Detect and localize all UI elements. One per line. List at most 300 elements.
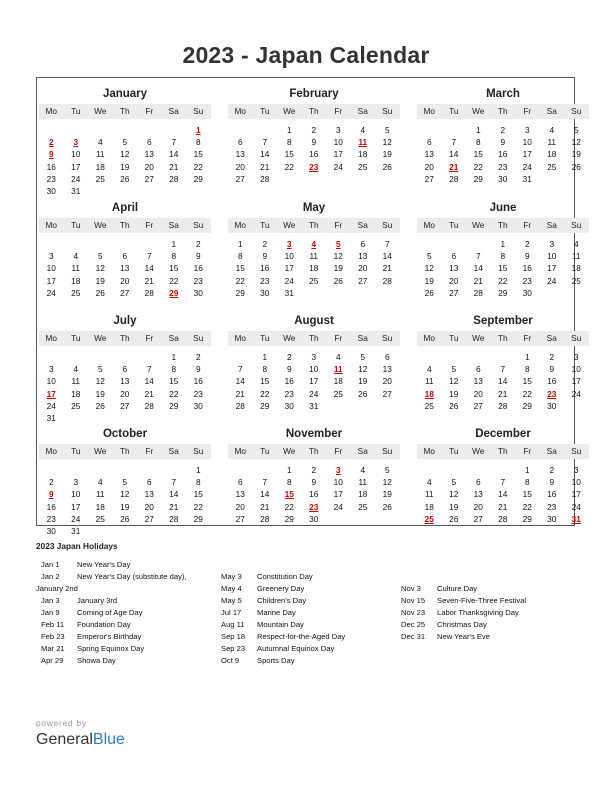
weekday-label: Tu <box>449 333 459 343</box>
day-cell: 19 <box>120 501 130 512</box>
weekday-header <box>39 444 211 459</box>
weekday-label: Mo <box>234 446 247 456</box>
month-name: August <box>294 315 334 327</box>
day-cell: 11 <box>358 477 368 488</box>
day-cell: 15 <box>235 263 245 274</box>
day-cell: 25 <box>547 161 557 172</box>
day-cell: 13 <box>235 489 245 500</box>
holiday-entry <box>401 583 477 595</box>
day-cell: 11 <box>71 376 81 387</box>
day-cell: 19 <box>449 501 459 512</box>
month-name: May <box>302 202 326 214</box>
holiday-day-cell: 23 <box>309 161 319 172</box>
holiday-date: Nov 3 <box>401 584 421 593</box>
holiday-entry <box>41 619 131 631</box>
day-cell: 23 <box>498 161 508 172</box>
day-cell: 21 <box>498 388 508 399</box>
holiday-entry <box>401 607 519 619</box>
day-cell: 24 <box>71 173 81 184</box>
day-cell: 26 <box>382 501 392 512</box>
holiday-date: May 3 <box>221 572 242 581</box>
weekday-label: We <box>283 446 296 456</box>
weekday-label: We <box>472 220 485 230</box>
holiday-entry <box>221 619 304 631</box>
holiday-day-cell: 4 <box>311 239 317 249</box>
day-cell: 14 <box>169 489 179 500</box>
day-cell: 26 <box>120 173 130 184</box>
day-cell: 19 <box>95 388 105 399</box>
holiday-date: Aug 11 <box>221 620 245 629</box>
weekday-label: Su <box>193 446 204 456</box>
holiday-name: Showa Day <box>77 656 116 665</box>
holiday-entry <box>41 643 144 655</box>
weekday-label: Su <box>571 333 582 343</box>
holiday-name: January 3rd <box>77 596 118 605</box>
weekday-label: Tu <box>71 446 81 456</box>
month-october <box>39 422 211 535</box>
day-cell: 22 <box>260 388 270 399</box>
day-cell: 22 <box>193 501 203 512</box>
weekday-label: Sa <box>168 446 179 456</box>
holiday-day-cell: 9 <box>48 489 54 500</box>
weekday-label: Su <box>382 333 393 343</box>
day-cell: 25 <box>309 275 319 286</box>
day-cell: 27 <box>424 173 434 184</box>
brand-text-general: General <box>36 731 93 748</box>
day-cell: 19 <box>120 161 130 172</box>
day-cell: 22 <box>473 161 483 172</box>
day-cell: 11 <box>309 251 319 262</box>
day-cell: 9 <box>549 364 555 375</box>
holiday-name: Mountain Day <box>257 620 304 629</box>
month-name: December <box>475 428 531 440</box>
day-cell: 4 <box>360 125 366 135</box>
day-cell: 3 <box>48 251 54 262</box>
calendar-grid <box>36 77 582 536</box>
day-cell: 9 <box>311 137 317 148</box>
day-cell: 15 <box>284 149 294 160</box>
day-cell: 7 <box>384 239 390 249</box>
holiday-name: Greenery Day <box>257 584 305 593</box>
day-cell: 30 <box>46 526 56 536</box>
day-cell: 29 <box>169 400 179 411</box>
day-cell: 12 <box>382 137 392 148</box>
day-cell: 16 <box>498 149 508 160</box>
day-cell: 23 <box>193 275 203 286</box>
day-cell: 18 <box>571 263 581 274</box>
weekday-label: Mo <box>234 333 247 343</box>
holiday-entry <box>41 655 116 667</box>
weekday-label: We <box>94 106 107 116</box>
weekday-label: Th <box>497 220 508 230</box>
day-cell: 12 <box>571 137 581 148</box>
day-cell: 28 <box>260 173 270 184</box>
day-cell: 3 <box>524 125 530 135</box>
day-cell: 2 <box>549 465 555 475</box>
day-cell: 17 <box>71 161 81 172</box>
holiday-name: New Year's Eve <box>437 632 490 641</box>
month-name: June <box>489 202 517 214</box>
weekday-label: We <box>94 220 107 230</box>
day-cell: 4 <box>97 477 103 488</box>
day-cell: 4 <box>549 125 555 135</box>
holiday-day-cell: 31 <box>571 513 581 524</box>
holiday-name: Culture Day <box>437 584 478 593</box>
holiday-entry <box>221 655 295 667</box>
day-cell: 14 <box>169 149 179 160</box>
day-cell: 27 <box>235 513 245 524</box>
day-cell: 1 <box>262 352 268 362</box>
day-cell: 21 <box>382 263 392 274</box>
holiday-entry <box>41 571 187 583</box>
month-april <box>39 196 211 309</box>
day-cell: 6 <box>475 477 481 488</box>
day-cell: 26 <box>449 400 459 411</box>
weekday-label: Mo <box>234 106 247 116</box>
day-cell: 7 <box>237 364 243 375</box>
weekday-label: Su <box>193 106 204 116</box>
weekday-label: Tu <box>260 220 270 230</box>
holiday-name: Autumnal Equinox Day <box>257 644 335 653</box>
weekday-label: Su <box>382 446 393 456</box>
day-cell: 27 <box>473 513 483 524</box>
holiday-entry <box>221 595 306 607</box>
weekday-header <box>228 218 400 233</box>
month-name: July <box>113 315 137 327</box>
day-cell: 26 <box>95 287 105 298</box>
month-june <box>417 196 589 309</box>
day-cell: 18 <box>358 149 368 160</box>
day-cell: 8 <box>286 137 292 148</box>
day-cell: 27 <box>382 388 392 399</box>
holiday-day-cell: 23 <box>309 501 319 512</box>
day-cell: 13 <box>449 263 459 274</box>
weekday-label: Th <box>119 446 130 456</box>
day-cell: 23 <box>260 275 270 286</box>
day-cell: 24 <box>547 275 557 286</box>
day-cell: 19 <box>95 275 105 286</box>
day-cell: 16 <box>309 149 319 160</box>
day-cell: 24 <box>522 161 532 172</box>
weekday-label: Tu <box>71 106 81 116</box>
day-cell: 2 <box>524 239 530 249</box>
holiday-name: Coming of Age Day <box>77 608 143 617</box>
weekday-label: Th <box>308 446 319 456</box>
weekday-header <box>228 444 400 459</box>
holiday-day-cell: 17 <box>46 388 56 399</box>
day-cell: 19 <box>449 388 459 399</box>
holiday-day-cell: 11 <box>333 364 343 375</box>
day-cell: 1 <box>524 465 530 475</box>
day-cell: 11 <box>547 137 557 148</box>
weekday-label: Tu <box>260 446 270 456</box>
holiday-date: Jan 9 <box>41 608 60 617</box>
day-cell: 18 <box>358 489 368 500</box>
day-cell: 25 <box>571 275 581 286</box>
day-cell: 10 <box>71 489 81 500</box>
day-cell: 2 <box>311 125 317 135</box>
holidays-title: 2023 Japan Holidays <box>36 541 118 551</box>
day-cell: 19 <box>382 489 392 500</box>
month-name: February <box>289 88 339 100</box>
day-cell: 31 <box>46 413 56 423</box>
day-cell: 19 <box>571 149 581 160</box>
holiday-name: Labor Thanksgiving Day <box>437 608 519 617</box>
day-cell: 29 <box>522 400 532 411</box>
day-cell: 1 <box>237 239 243 249</box>
holiday-entry <box>401 631 490 643</box>
day-cell: 10 <box>46 263 56 274</box>
day-cell: 9 <box>195 251 201 262</box>
day-cell: 24 <box>71 513 81 524</box>
day-cell: 10 <box>333 477 343 488</box>
day-cell: 15 <box>169 263 179 274</box>
day-cell: 28 <box>169 513 179 524</box>
day-cell: 18 <box>71 388 81 399</box>
holiday-entry <box>41 631 141 643</box>
weekday-label: Sa <box>546 446 557 456</box>
day-cell: 19 <box>382 149 392 160</box>
day-cell: 7 <box>171 137 177 148</box>
day-cell: 6 <box>384 352 390 362</box>
holiday-name: Respect-for-the-Aged Day <box>257 632 346 641</box>
weekday-label: Mo <box>423 333 436 343</box>
holiday-name: Spring Equinox Day <box>77 644 145 653</box>
weekday-label: Tu <box>449 220 459 230</box>
day-cell: 13 <box>120 263 130 274</box>
weekday-label: Fr <box>145 446 154 456</box>
day-cell: 28 <box>144 400 154 411</box>
day-cell: 8 <box>262 364 268 375</box>
holiday-name: Seven-Five-Three Festival <box>437 596 527 605</box>
day-cell: 24 <box>46 400 56 411</box>
day-cell: 24 <box>571 388 581 399</box>
weekday-label: Th <box>497 333 508 343</box>
day-cell: 16 <box>46 161 56 172</box>
day-cell: 26 <box>449 513 459 524</box>
day-cell: 30 <box>547 513 557 524</box>
day-cell: 3 <box>549 239 555 249</box>
holiday-date: Mar 21 <box>41 644 65 653</box>
day-cell: 14 <box>382 251 392 262</box>
day-cell: 8 <box>171 251 177 262</box>
day-cell: 29 <box>473 173 483 184</box>
day-cell: 16 <box>193 376 203 387</box>
weekday-label: Th <box>308 333 319 343</box>
day-cell: 28 <box>260 513 270 524</box>
weekday-header <box>417 444 589 459</box>
day-cell: 21 <box>260 161 270 172</box>
day-cell: 9 <box>262 251 268 262</box>
day-cell: 17 <box>46 275 56 286</box>
day-cell: 4 <box>73 364 79 375</box>
day-cell: 20 <box>358 263 368 274</box>
day-cell: 9 <box>524 251 530 262</box>
holiday-date: Dec 31 <box>401 632 426 641</box>
weekday-label: Fr <box>145 106 154 116</box>
holiday-name: Children's Day <box>257 596 307 605</box>
day-cell: 16 <box>547 376 557 387</box>
holiday-entry <box>36 583 78 595</box>
weekday-label: Fr <box>145 333 154 343</box>
holiday-name: Christmas Day <box>437 620 487 629</box>
holiday-entry <box>221 583 304 595</box>
day-cell: 2 <box>195 352 201 362</box>
holiday-date: Oct 9 <box>221 656 240 665</box>
day-cell: 12 <box>120 149 130 160</box>
day-cell: 16 <box>547 489 557 500</box>
day-cell: 21 <box>144 388 154 399</box>
day-cell: 1 <box>171 239 177 249</box>
day-cell: 14 <box>260 489 270 500</box>
day-cell: 5 <box>426 251 432 262</box>
day-cell: 2 <box>549 352 555 362</box>
day-cell: 24 <box>46 287 56 298</box>
holiday-date: Feb 11 <box>41 620 65 629</box>
holiday-entry <box>221 571 313 583</box>
day-cell: 29 <box>193 173 203 184</box>
day-cell: 21 <box>260 501 270 512</box>
weekday-label: Su <box>193 333 204 343</box>
weekday-label: We <box>94 446 107 456</box>
weekday-label: Fr <box>334 446 343 456</box>
day-cell: 12 <box>449 489 459 500</box>
holiday-date: Feb 23 <box>41 632 65 641</box>
day-cell: 22 <box>169 275 179 286</box>
day-cell: 31 <box>71 186 81 196</box>
weekday-label: Mo <box>234 220 247 230</box>
month-january <box>39 82 211 195</box>
day-cell: 6 <box>237 477 243 488</box>
holiday-date: Nov 23 <box>401 608 426 617</box>
holiday-entry <box>221 643 334 655</box>
day-cell: 5 <box>360 352 366 362</box>
weekday-label: Su <box>382 106 393 116</box>
day-cell: 5 <box>384 465 390 475</box>
day-cell: 11 <box>424 376 434 387</box>
day-cell: 25 <box>95 173 105 184</box>
day-cell: 28 <box>498 513 508 524</box>
day-cell: 10 <box>522 137 532 148</box>
day-cell: 20 <box>424 161 434 172</box>
holiday-date: Sep 18 <box>221 632 246 641</box>
weekday-label: Sa <box>168 106 179 116</box>
day-cell: 9 <box>549 477 555 488</box>
day-cell: 23 <box>522 275 532 286</box>
day-cell: 7 <box>475 251 481 262</box>
holiday-date: Dec 25 <box>401 620 426 629</box>
weekday-header <box>417 218 589 233</box>
month-november <box>228 422 400 535</box>
day-cell: 1 <box>195 465 201 475</box>
day-cell: 5 <box>451 477 457 488</box>
day-cell: 26 <box>424 287 434 298</box>
day-cell: 26 <box>358 388 368 399</box>
day-cell: 22 <box>522 388 532 399</box>
day-cell: 17 <box>309 376 319 387</box>
day-cell: 4 <box>426 364 432 375</box>
day-cell: 5 <box>573 125 579 135</box>
holiday-day-cell: 15 <box>284 489 294 500</box>
day-cell: 15 <box>522 489 532 500</box>
weekday-label: Sa <box>546 333 557 343</box>
weekday-label: Sa <box>546 220 557 230</box>
day-cell: 2 <box>195 239 201 249</box>
month-may <box>228 196 400 309</box>
day-cell: 6 <box>122 364 128 375</box>
day-cell: 24 <box>284 275 294 286</box>
day-cell: 14 <box>498 489 508 500</box>
day-cell: 27 <box>358 275 368 286</box>
weekday-label: Tu <box>449 446 459 456</box>
day-cell: 3 <box>73 477 79 488</box>
day-cell: 4 <box>426 477 432 488</box>
day-cell: 20 <box>144 501 154 512</box>
page-title: 2023 - Japan Calendar <box>182 42 430 68</box>
day-cell: 11 <box>95 489 105 500</box>
day-cell: 23 <box>193 388 203 399</box>
day-cell: 29 <box>260 400 270 411</box>
holiday-name: Marine Day <box>257 608 296 617</box>
day-cell: 29 <box>235 287 245 298</box>
day-cell: 15 <box>522 376 532 387</box>
day-cell: 26 <box>95 400 105 411</box>
day-cell: 12 <box>333 251 343 262</box>
weekday-label: Sa <box>357 220 368 230</box>
weekday-label: We <box>283 220 296 230</box>
day-cell: 6 <box>426 137 432 148</box>
day-cell: 9 <box>500 137 506 148</box>
day-cell: 23 <box>284 388 294 399</box>
day-cell: 2 <box>286 352 292 362</box>
holiday-day-cell: 29 <box>169 287 179 298</box>
weekday-label: Sa <box>357 106 368 116</box>
day-cell: 4 <box>73 251 79 262</box>
day-cell: 13 <box>144 149 154 160</box>
day-cell: 30 <box>193 287 203 298</box>
weekday-label: Mo <box>45 446 58 456</box>
weekday-label: Mo <box>423 446 436 456</box>
weekday-label: Tu <box>260 106 270 116</box>
day-cell: 31 <box>71 526 81 536</box>
day-cell: 21 <box>498 501 508 512</box>
holiday-day-cell: 18 <box>424 388 434 399</box>
weekday-label: Th <box>119 333 130 343</box>
day-cell: 17 <box>571 489 581 500</box>
day-cell: 6 <box>237 137 243 148</box>
weekday-label: Tu <box>260 333 270 343</box>
month-name: April <box>111 202 139 214</box>
weekday-label: Su <box>382 220 393 230</box>
day-cell: 5 <box>451 364 457 375</box>
day-cell: 6 <box>146 137 152 148</box>
weekday-label: Th <box>497 106 508 116</box>
day-cell: 20 <box>473 501 483 512</box>
day-cell: 22 <box>235 275 245 286</box>
day-cell: 20 <box>120 388 130 399</box>
day-cell: 27 <box>235 173 245 184</box>
month-name: November <box>285 428 343 440</box>
day-cell: 5 <box>97 251 103 262</box>
day-cell: 4 <box>335 352 341 362</box>
weekday-label: Tu <box>71 333 81 343</box>
day-cell: 7 <box>451 137 457 148</box>
day-cell: 29 <box>193 513 203 524</box>
day-cell: 9 <box>286 364 292 375</box>
day-cell: 28 <box>235 400 245 411</box>
holiday-entry <box>221 607 296 619</box>
day-cell: 8 <box>524 477 530 488</box>
